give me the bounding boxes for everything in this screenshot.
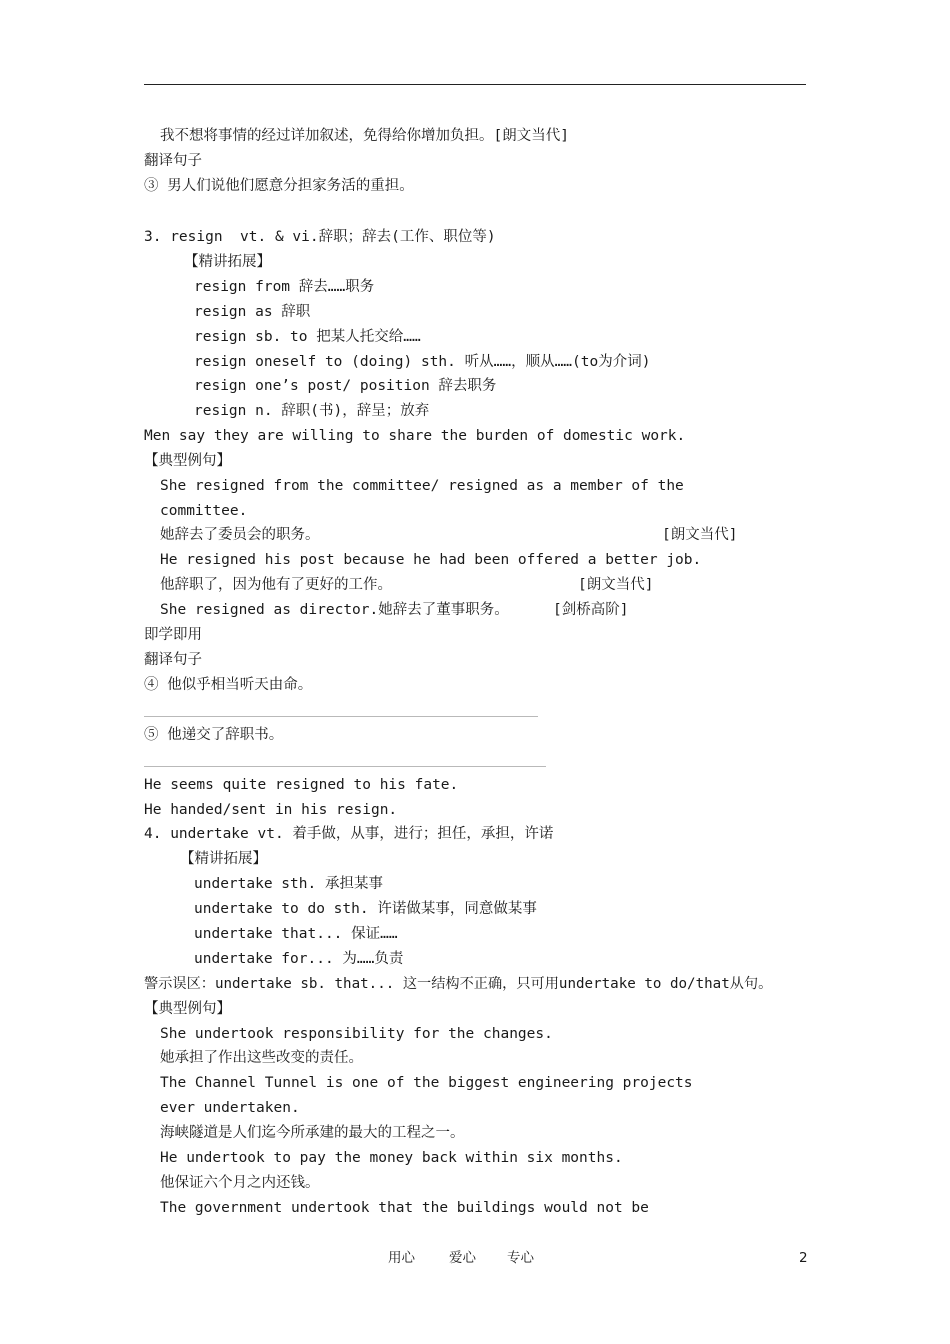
answer-text: He handed/sent in his resign. — [144, 802, 398, 818]
answer-blank — [144, 766, 546, 767]
page-number: 2 — [799, 1250, 808, 1266]
example-english: ever undertaken. — [160, 1100, 300, 1116]
example-chinese: 他辞职了，因为他有了更好的工作。 — [160, 577, 392, 593]
example-english: He undertook to pay the money back within six months. — [160, 1150, 623, 1166]
footer-motto-3: 专心 — [507, 1250, 534, 1266]
usage-item: resign from 辞去……职务 — [194, 279, 375, 295]
answer-blank — [144, 716, 538, 717]
usage-item: resign oneself to (doing) sth. 听从……，顺从……(to为介词) — [194, 354, 651, 370]
example-chinese: 海峡隧道是人们迄今所承建的最大的工程之一。 — [160, 1125, 465, 1141]
subsection-heading: 【精讲拓展】 — [184, 254, 271, 270]
usage-item: resign one’s post/ position 辞去职务 — [194, 378, 497, 394]
example-english: He resigned his post because he had been offered a better job. — [160, 552, 702, 568]
section-heading: 即学即用 — [144, 627, 202, 643]
example-english: The Channel Tunnel is one of the biggest engineering projects — [160, 1075, 693, 1091]
source-label: [朗文当代] — [578, 577, 654, 593]
subsection-heading: 【典型例句】 — [144, 1001, 231, 1017]
example-chinese: 他保证六个月之内还钱。 — [160, 1175, 320, 1191]
usage-item: undertake for... 为……负责 — [194, 951, 404, 967]
footer-motto-1: 用心 — [388, 1250, 415, 1266]
entry-heading: 4. undertake vt. 着手做，从事，进行；担任，承担，许诺 — [144, 826, 554, 842]
example-chinese: 她承担了作出这些改变的责任。 — [160, 1050, 363, 1066]
example-chinese: 我不想将事情的经过详加叙述，免得给你增加负担。[朗文当代] — [160, 128, 569, 144]
answer-text: Men say they are willing to share the burden of domestic work. — [144, 428, 686, 444]
exercise-item: ③ 男人们说他们愿意分担家务活的重担。 — [144, 178, 414, 194]
exercise-item: ⑤ 他递交了辞职书。 — [144, 727, 284, 743]
section-heading: 翻译句子 — [144, 652, 202, 668]
example-chinese: 她辞去了委员会的职务。 — [160, 527, 320, 543]
usage-item: resign sb. to 把某人托交给…… — [194, 329, 421, 345]
example-english: She resigned from the committee/ resigned as a member of the — [160, 478, 684, 494]
section-heading: 翻译句子 — [144, 153, 202, 169]
footer-motto-2: 爱心 — [449, 1250, 476, 1266]
usage-item: undertake sth. 承担某事 — [194, 876, 383, 892]
exercise-item: ④ 他似乎相当听天由命。 — [144, 677, 313, 693]
header-rule — [144, 84, 806, 85]
usage-item: undertake that... 保证…… — [194, 926, 398, 942]
example-english: committee. — [160, 503, 248, 519]
answer-text: He seems quite resigned to his fate. — [144, 777, 459, 793]
source-label: [剑桥高阶] — [553, 602, 629, 618]
usage-item: undertake to do sth. 许诺做某事，同意做某事 — [194, 901, 537, 917]
example-english: The government undertook that the buildings would not be — [160, 1200, 649, 1216]
subsection-heading: 【精讲拓展】 — [180, 851, 267, 867]
entry-heading: 3. resign vt. & vi.辞职；辞去(工作、职位等) — [144, 229, 496, 245]
usage-item: resign as 辞职 — [194, 304, 311, 320]
example-english: She resigned as director.她辞去了董事职务。 — [160, 602, 509, 618]
warning-note: 警示误区：undertake sb. that... 这一结构不正确，只可用undertake to do/that从句。 — [144, 976, 773, 992]
usage-item: resign n. 辞职(书)，辞呈；放弃 — [194, 403, 430, 419]
subsection-heading: 【典型例句】 — [144, 453, 231, 469]
source-label: [朗文当代] — [662, 527, 738, 543]
example-english: She undertook responsibility for the changes. — [160, 1026, 553, 1042]
